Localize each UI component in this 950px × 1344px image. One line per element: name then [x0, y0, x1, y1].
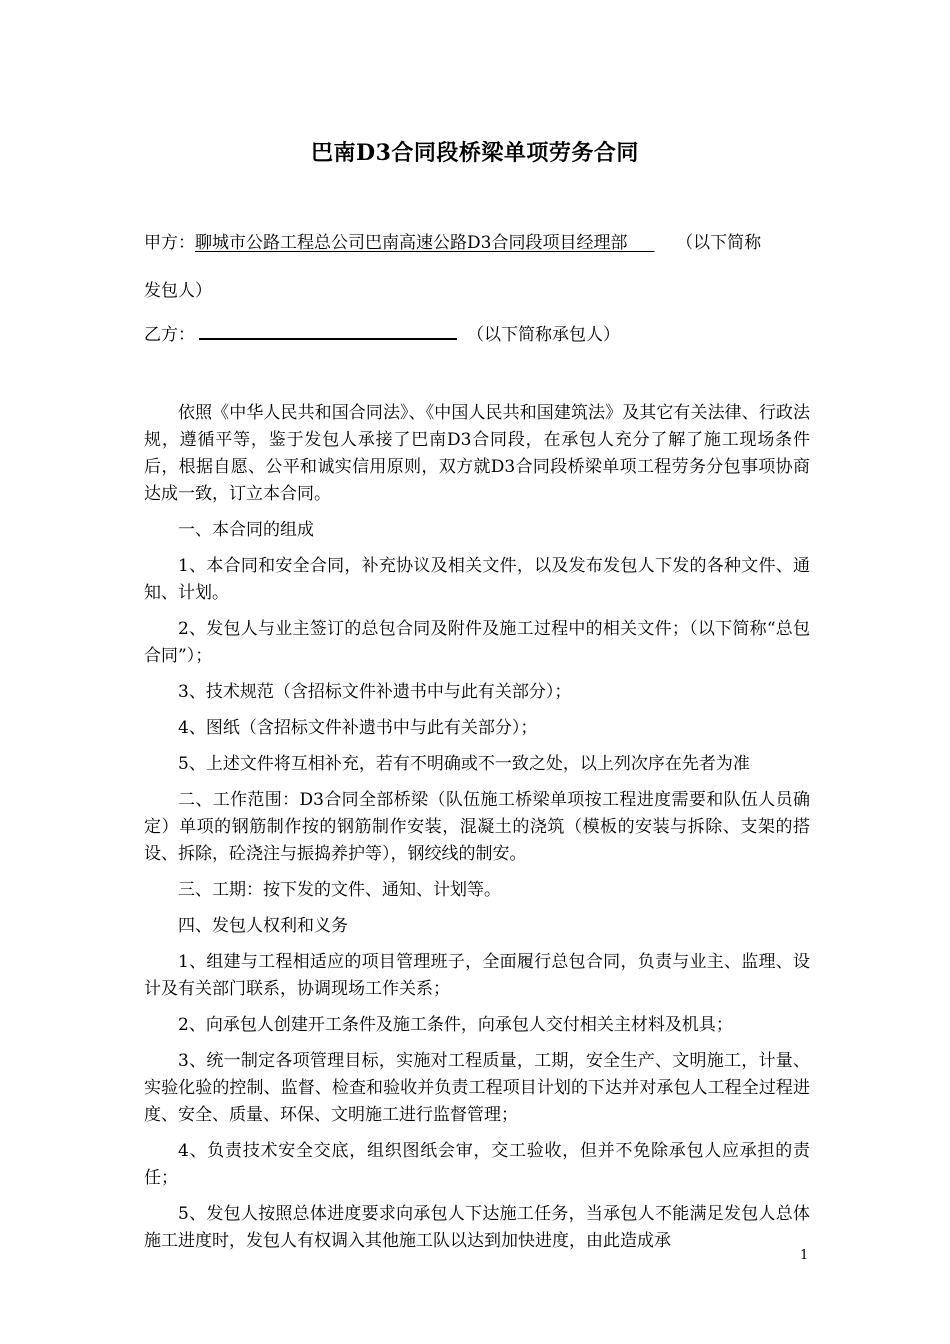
- party-b-suffix: （以下简称承包人）: [467, 325, 620, 345]
- paragraph: 4、图纸（含招标文件补遗书中与此有关部分）；: [178, 718, 538, 738]
- paragraph: 依照《中华人民共和国合同法》、《中国人民共和国建筑法》及其它有关法律、行政法规，遵循平等，鉴于发包人承接了巴南D3合同段，在承包人充分了解了施工现场条件后，根据自愿、公平和诚实信用原则，双方就D3合同段桥梁单项工程劳务分包事项协商达成一致，订立本合同。: [144, 403, 810, 504]
- section-heading: 四、发包人权利和义务: [178, 916, 348, 936]
- contract-body: [144, 400, 810, 1264]
- party-a-line: [144, 228, 808, 253]
- party-a-label: 甲方：: [144, 233, 195, 253]
- paragraph: 2、向承包人创建开工条件及施工条件，向承包人交付相关主材料及机具；: [178, 1015, 733, 1035]
- party-b-line: [144, 320, 808, 345]
- party-a-suffix: （以下简称: [676, 233, 762, 253]
- paragraph: 5、上述文件将互相补充，若有不明确或不一致之处，以上列次序在先者为准: [178, 754, 750, 774]
- party-a-suffix-line: 发包人）: [144, 281, 212, 301]
- party-a-name: 聊城市公路工程总公司巴南高速公路D3合同段项目经理部: [195, 233, 628, 253]
- section-heading: 一、本合同的组成: [178, 520, 314, 540]
- paragraph: 5、发包人按照总体进度要求向承包人下达施工任务，当承包人不能满足发包人总体施工进度时，发包人有权调入其他施工队以达到加快进度，由此造成承: [144, 1204, 810, 1251]
- document-title: 巴南D3合同段桥梁单项劳务合同: [311, 140, 639, 166]
- paragraph: 三、工期：按下发的文件、通知、计划等。: [178, 880, 501, 900]
- page-number: 1: [800, 1248, 809, 1263]
- party-b-label: 乙方：: [144, 325, 195, 345]
- paragraph: 4、负责技术安全交底，组织图纸会审，交工验收，但并不免除承包人应承担的责任；: [144, 1141, 810, 1188]
- paragraph: 3、技术规范（含招标文件补遗书中与此有关部分）；: [178, 682, 572, 702]
- paragraph: 2、发包人与业主签订的总包合同及附件及施工过程中的相关文件；（以下简称“总包合同”）；: [144, 619, 810, 666]
- party-b-blank: [199, 322, 457, 340]
- paragraph: 3、统一制定各项管理目标，实施对工程质量，工期，安全生产、文明施工，计量、实验化验的控制、监督、检查和验收并负责工程项目计划的下达并对承包人工程全过程进度、安全、质量、环保、文明施工进行监督管理；: [144, 1051, 810, 1125]
- paragraph: 1、本合同和安全合同，补充协议及相关文件，以及发布发包人下发的各种文件、通知、计划。: [144, 556, 810, 603]
- paragraph: 二、工作范围：D3合同全部桥梁（队伍施工桥梁单项按工程进度需要和队伍人员确定）单项的钢筋制作按的钢筋制作安装，混凝土的浇筑（模板的安装与拆除、支架的搭设、拆除，砼浇注与振捣养护等），钢绞线的制安。: [144, 790, 810, 864]
- paragraph: 1、组建与工程相适应的项目管理班子，全面履行总包合同，负责与业主、监理、设计及有关部门联系，协调现场工作关系；: [144, 952, 810, 999]
